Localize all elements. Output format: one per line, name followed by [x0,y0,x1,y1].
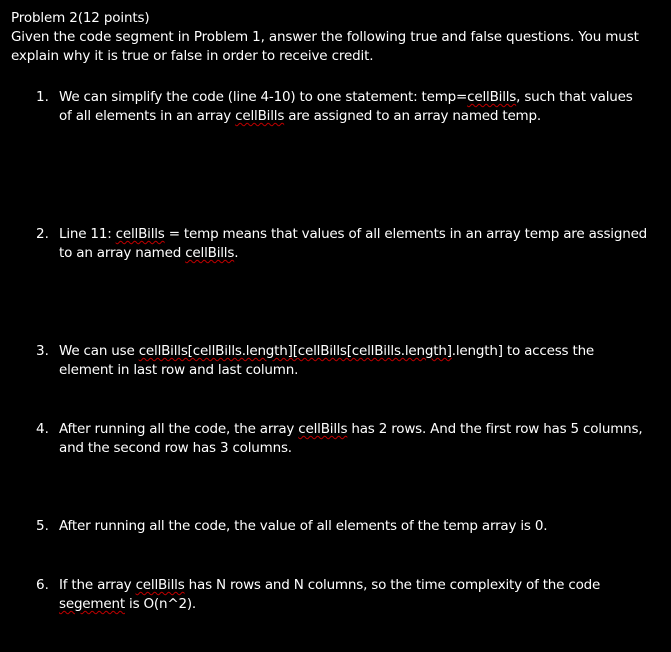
spellcheck-word[interactable]: cellBills [467,89,517,105]
question-text [59,88,649,126]
question-number: 3. [36,343,49,359]
question-number: 4. [36,421,49,437]
problem-title: Problem 2(12 points) [11,10,150,26]
question-number: 6. [36,577,49,593]
text-run: Line 11: [59,226,116,242]
question-line [59,576,649,595]
question-line [59,595,649,614]
text-run: are assigned to an array named temp. [284,108,541,124]
text-run: has 2 rows. And the first row has 5 columns, [347,421,643,437]
question-line [59,420,649,439]
question-line [59,517,649,536]
text-run: After running all the code, the array [59,421,299,437]
question-line [59,107,649,126]
spellcheck-word[interactable]: segement [59,596,125,612]
question-text [59,342,649,380]
text-run: to an array named [59,245,186,261]
question-line [59,439,649,458]
spellcheck-word[interactable]: cellBills[cellBills.length][cellBills[cellBills.length] [138,343,452,359]
text-run: = temp means that values of all elements in an array temp are assigned [164,226,648,242]
problem-intro-line-2: explain why it is true or false in order to receive credit. [11,48,374,64]
text-run: . [234,245,239,261]
text-run: of all elements in an array [59,108,236,124]
text-run: .length] to access the [451,343,595,359]
text-run: We can use [59,343,139,359]
question-line [59,361,649,380]
question-line [59,244,649,263]
question-line [59,225,649,244]
question-number: 2. [36,226,49,242]
text-run: and the second row has 3 columns. [59,440,292,456]
question-number: 1. [36,89,49,105]
question-text [59,420,649,458]
problem-intro-line-1: Given the code segment in Problem 1, answer the following true and false questions. You must [11,29,639,45]
text-run: element in last row and last column. [59,362,299,378]
text-run: After running all the code, the value of all elements of the temp array is 0. [59,518,548,534]
problem-header [11,9,661,66]
spellcheck-word[interactable]: cellBills [135,577,185,593]
question-text [59,576,649,614]
spellcheck-word[interactable]: cellBills [185,245,235,261]
text-run: We can simplify the code (line 4-10) to one statement: temp= [59,89,468,105]
spellcheck-word[interactable]: cellBills [115,226,165,242]
question-text [59,225,649,263]
text-run: has N rows and N columns, so the time complexity of the code [184,577,601,593]
spellcheck-word[interactable]: cellBills [235,108,285,124]
question-line [59,342,649,361]
question-line [59,88,649,107]
question-text [59,517,649,536]
text-run: , such that values [516,89,633,105]
spellcheck-word[interactable]: cellBills [298,421,348,437]
text-run: is O(n^2). [124,596,196,612]
question-number: 5. [36,518,49,534]
text-run: If the array [59,577,136,593]
